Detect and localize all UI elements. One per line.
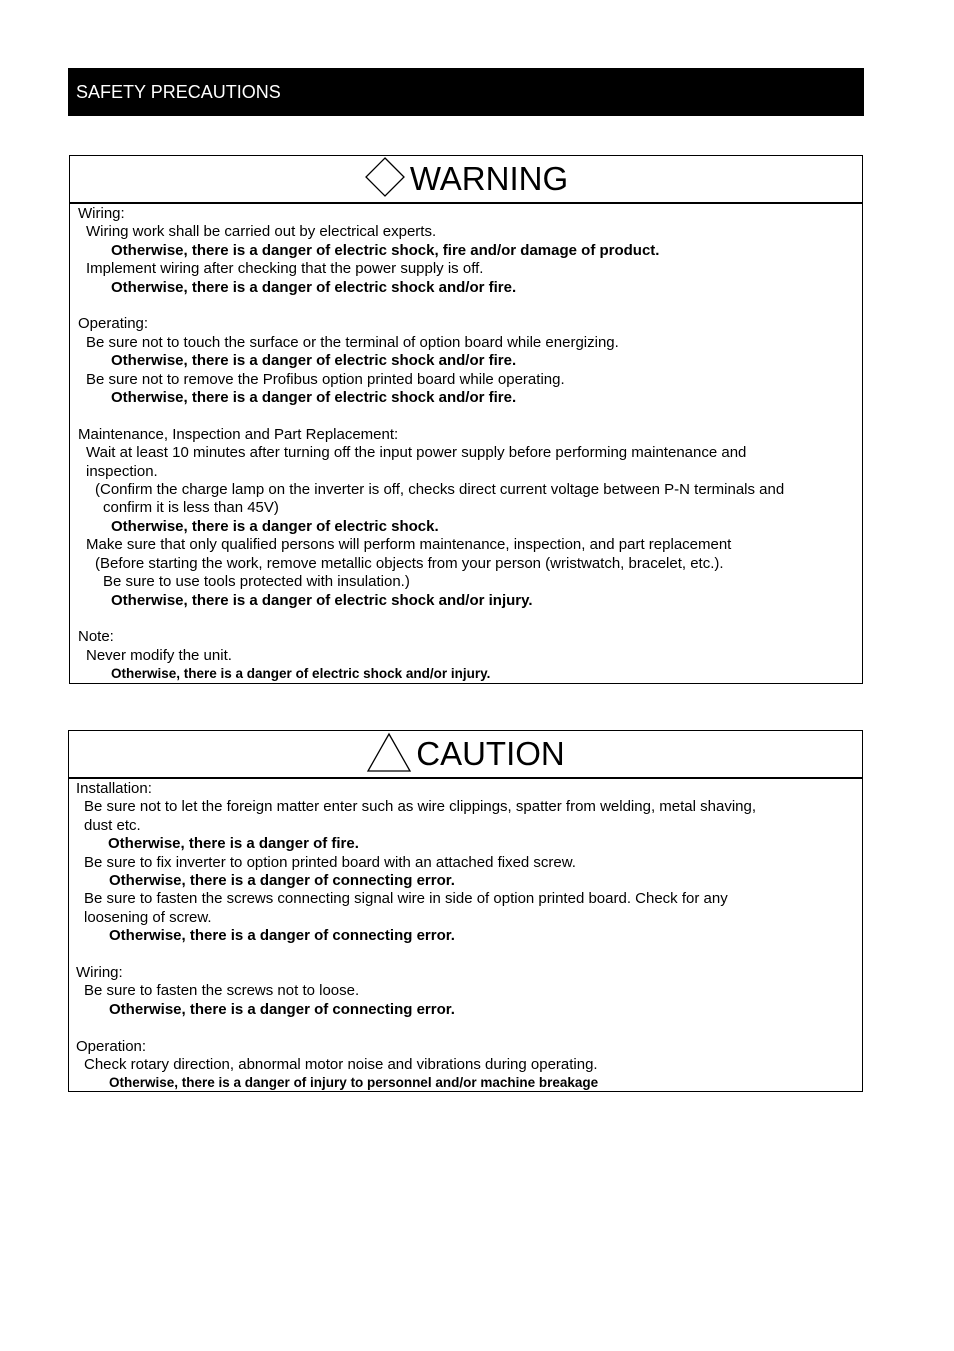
caution-consequence: Otherwise, there is a danger of injury to personnel and/or machine breakage [109, 1075, 599, 1091]
warning-header [70, 156, 862, 204]
page-header-title: SAFETY PRECAUTIONS [76, 82, 281, 102]
caution-item: Be sure not to let the foreign matter enter such as wire clippings, spatter from welding, metal shaving, [84, 798, 756, 816]
section-heading-wiring: Wiring: [78, 205, 125, 222]
caution-item: Be sure to fasten the screws connecting signal wire in side of option printed board. Check for any [84, 890, 728, 908]
warning-consequence: Otherwise, there is a danger of electric shock. [111, 517, 439, 535]
warning-item: Never modify the unit. [86, 646, 232, 664]
caution-item: Check rotary direction, abnormal motor noise and vibrations during operating. [84, 1056, 598, 1074]
warning-consequence: Otherwise, there is a danger of electric shock and/or fire. [111, 389, 517, 407]
spacer [70, 407, 862, 425]
spacer [69, 946, 862, 964]
caution-consequence: Otherwise, there is a danger of connecting error. [109, 927, 455, 945]
warning-consequence: Otherwise, there is a danger of electric shock and/or fire. [111, 352, 517, 370]
warning-consequence: Otherwise, there is a danger of electric shock and/or injury. [111, 666, 491, 682]
caution-consequence: Otherwise, there is a danger of connecting error. [109, 1000, 455, 1018]
section-heading-installation: Installation: [76, 780, 152, 797]
section-heading-operation: Operation: [76, 1037, 147, 1055]
caution-consequence: Otherwise, there is a danger of connecting error. [109, 872, 455, 890]
warning-body [70, 204, 862, 682]
warning-item: Be sure not to touch the surface or the terminal of option board while energizing. [86, 333, 619, 351]
warning-title: WARNING [409, 160, 569, 197]
warning-item: Implement wiring after checking that the power supply is off. [86, 260, 484, 278]
caution-title: CAUTION [416, 735, 565, 772]
caution-header [69, 731, 862, 779]
warning-consequence: Otherwise, there is a danger of electric shock, fire and/or damage of product. [111, 241, 660, 259]
warning-consequence: Otherwise, there is a danger of electric shock and/or fire. [111, 278, 517, 296]
caution-box [68, 730, 863, 1092]
caution-consequence: Otherwise, there is a danger of fire. [108, 835, 359, 853]
caution-item: Be sure to fix inverter to option printed board with an attached fixed screw. [84, 853, 576, 871]
warning-note: (Before starting the work, remove metallic objects from your person (wristwatch, bracelet, etc.). [95, 554, 724, 572]
warning-item: Wait at least 10 minutes after turning off the input power supply before performing maintenance and [86, 444, 747, 462]
caution-body [69, 779, 862, 1091]
caution-item-continued: dust etc. [84, 816, 141, 834]
spacer [70, 610, 862, 628]
warning-item: Be sure not to remove the Profibus option printed board while operating. [86, 370, 565, 388]
section-heading-wiring: Wiring: [76, 964, 123, 982]
warning-note-continued: Be sure to use tools protected with insulation.) [103, 573, 410, 591]
warning-item: Wiring work shall be carried out by electrical experts. [86, 223, 437, 241]
section-heading-maintenance: Maintenance, Inspection and Part Replacement: [78, 425, 399, 443]
section-heading-operating: Operating: [78, 315, 149, 333]
warning-diamond-icon [364, 156, 406, 203]
caution-item: Be sure to fasten the screws not to loose. [84, 982, 360, 1000]
section-heading-note: Note: [78, 628, 114, 646]
caution-triangle-icon [366, 731, 412, 778]
warning-box [69, 155, 863, 684]
caution-item-continued: loosening of screw. [84, 908, 212, 926]
page-header [68, 68, 864, 116]
warning-note: (Confirm the charge lamp on the inverter is off, checks direct current voltage between P-N terminals and [95, 481, 785, 499]
warning-note-continued: confirm it is less than 45V) [103, 499, 279, 517]
warning-item-continued: inspection. [86, 462, 158, 480]
spacer [70, 297, 862, 315]
warning-item: Make sure that only qualified persons will perform maintenance, inspection, and part replacement [86, 536, 732, 554]
warning-consequence: Otherwise, there is a danger of electric shock and/or injury. [111, 591, 533, 609]
spacer [69, 1019, 862, 1037]
